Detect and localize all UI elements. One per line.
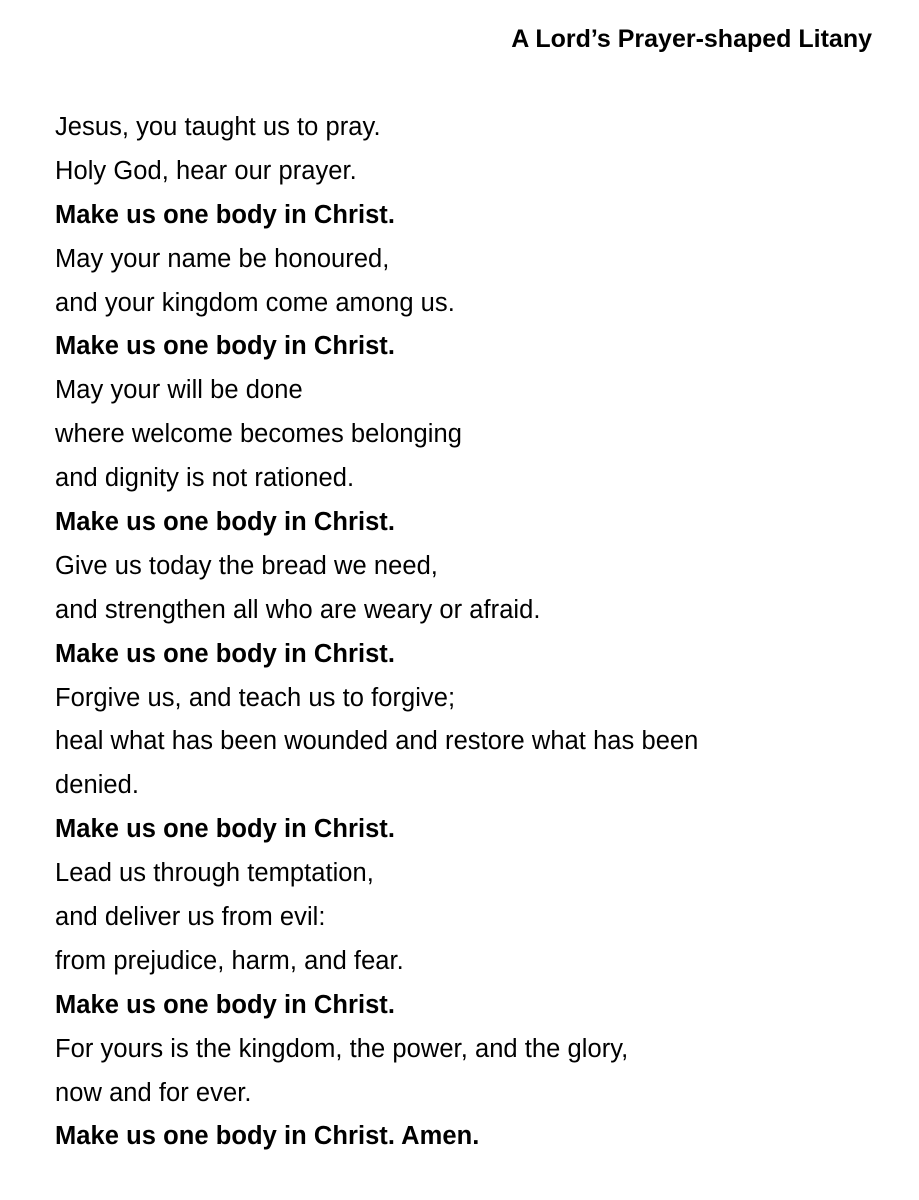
litany-response-line: Make us one body in Christ. (55, 332, 395, 361)
litany-response-line: Make us one body in Christ. (55, 200, 395, 229)
litany-leader-line: Give us today the bread we need, (55, 551, 438, 580)
litany-leader-line: Forgive us, and teach us to forgive; (55, 683, 456, 712)
litany-response-line: Make us one body in Christ. (55, 508, 395, 537)
litany-leader-line: May your name be honoured, (55, 244, 390, 273)
litany-leader-line: and dignity is not rationed. (55, 464, 355, 493)
litany-leader-line: For yours is the kingdom, the power, and the glory, (55, 1034, 629, 1063)
litany-leader-line: May your will be done (55, 376, 303, 405)
litany-body (55, 106, 875, 1159)
litany-leader-line: and deliver us from evil: (55, 903, 326, 932)
litany-leader-line: and your kingdom come among us. (55, 288, 455, 317)
litany-leader-line: Lead us through temptation, (55, 859, 374, 888)
document-title: A Lord’s Prayer-shaped Litany (511, 25, 872, 53)
litany-leader-line: from prejudice, harm, and fear. (55, 946, 404, 975)
litany-leader-line: Jesus, you taught us to pray. (55, 113, 381, 141)
litany-leader-line: Holy God, hear our prayer. (55, 156, 357, 185)
litany-response-line: Make us one body in Christ. (55, 990, 395, 1019)
litany-response-line: Make us one body in Christ. (55, 815, 395, 844)
litany-leader-line: now and for ever. (55, 1078, 252, 1107)
litany-leader-line: heal what has been wounded and restore what has been (55, 727, 699, 756)
litany-response-line: Make us one body in Christ. Amen. (55, 1122, 480, 1151)
litany-leader-line: denied. (55, 771, 140, 800)
litany-leader-line: where welcome becomes belonging (55, 420, 462, 449)
litany-response-line: Make us one body in Christ. (55, 639, 395, 668)
litany-leader-line: and strengthen all who are weary or afraid. (55, 595, 541, 624)
